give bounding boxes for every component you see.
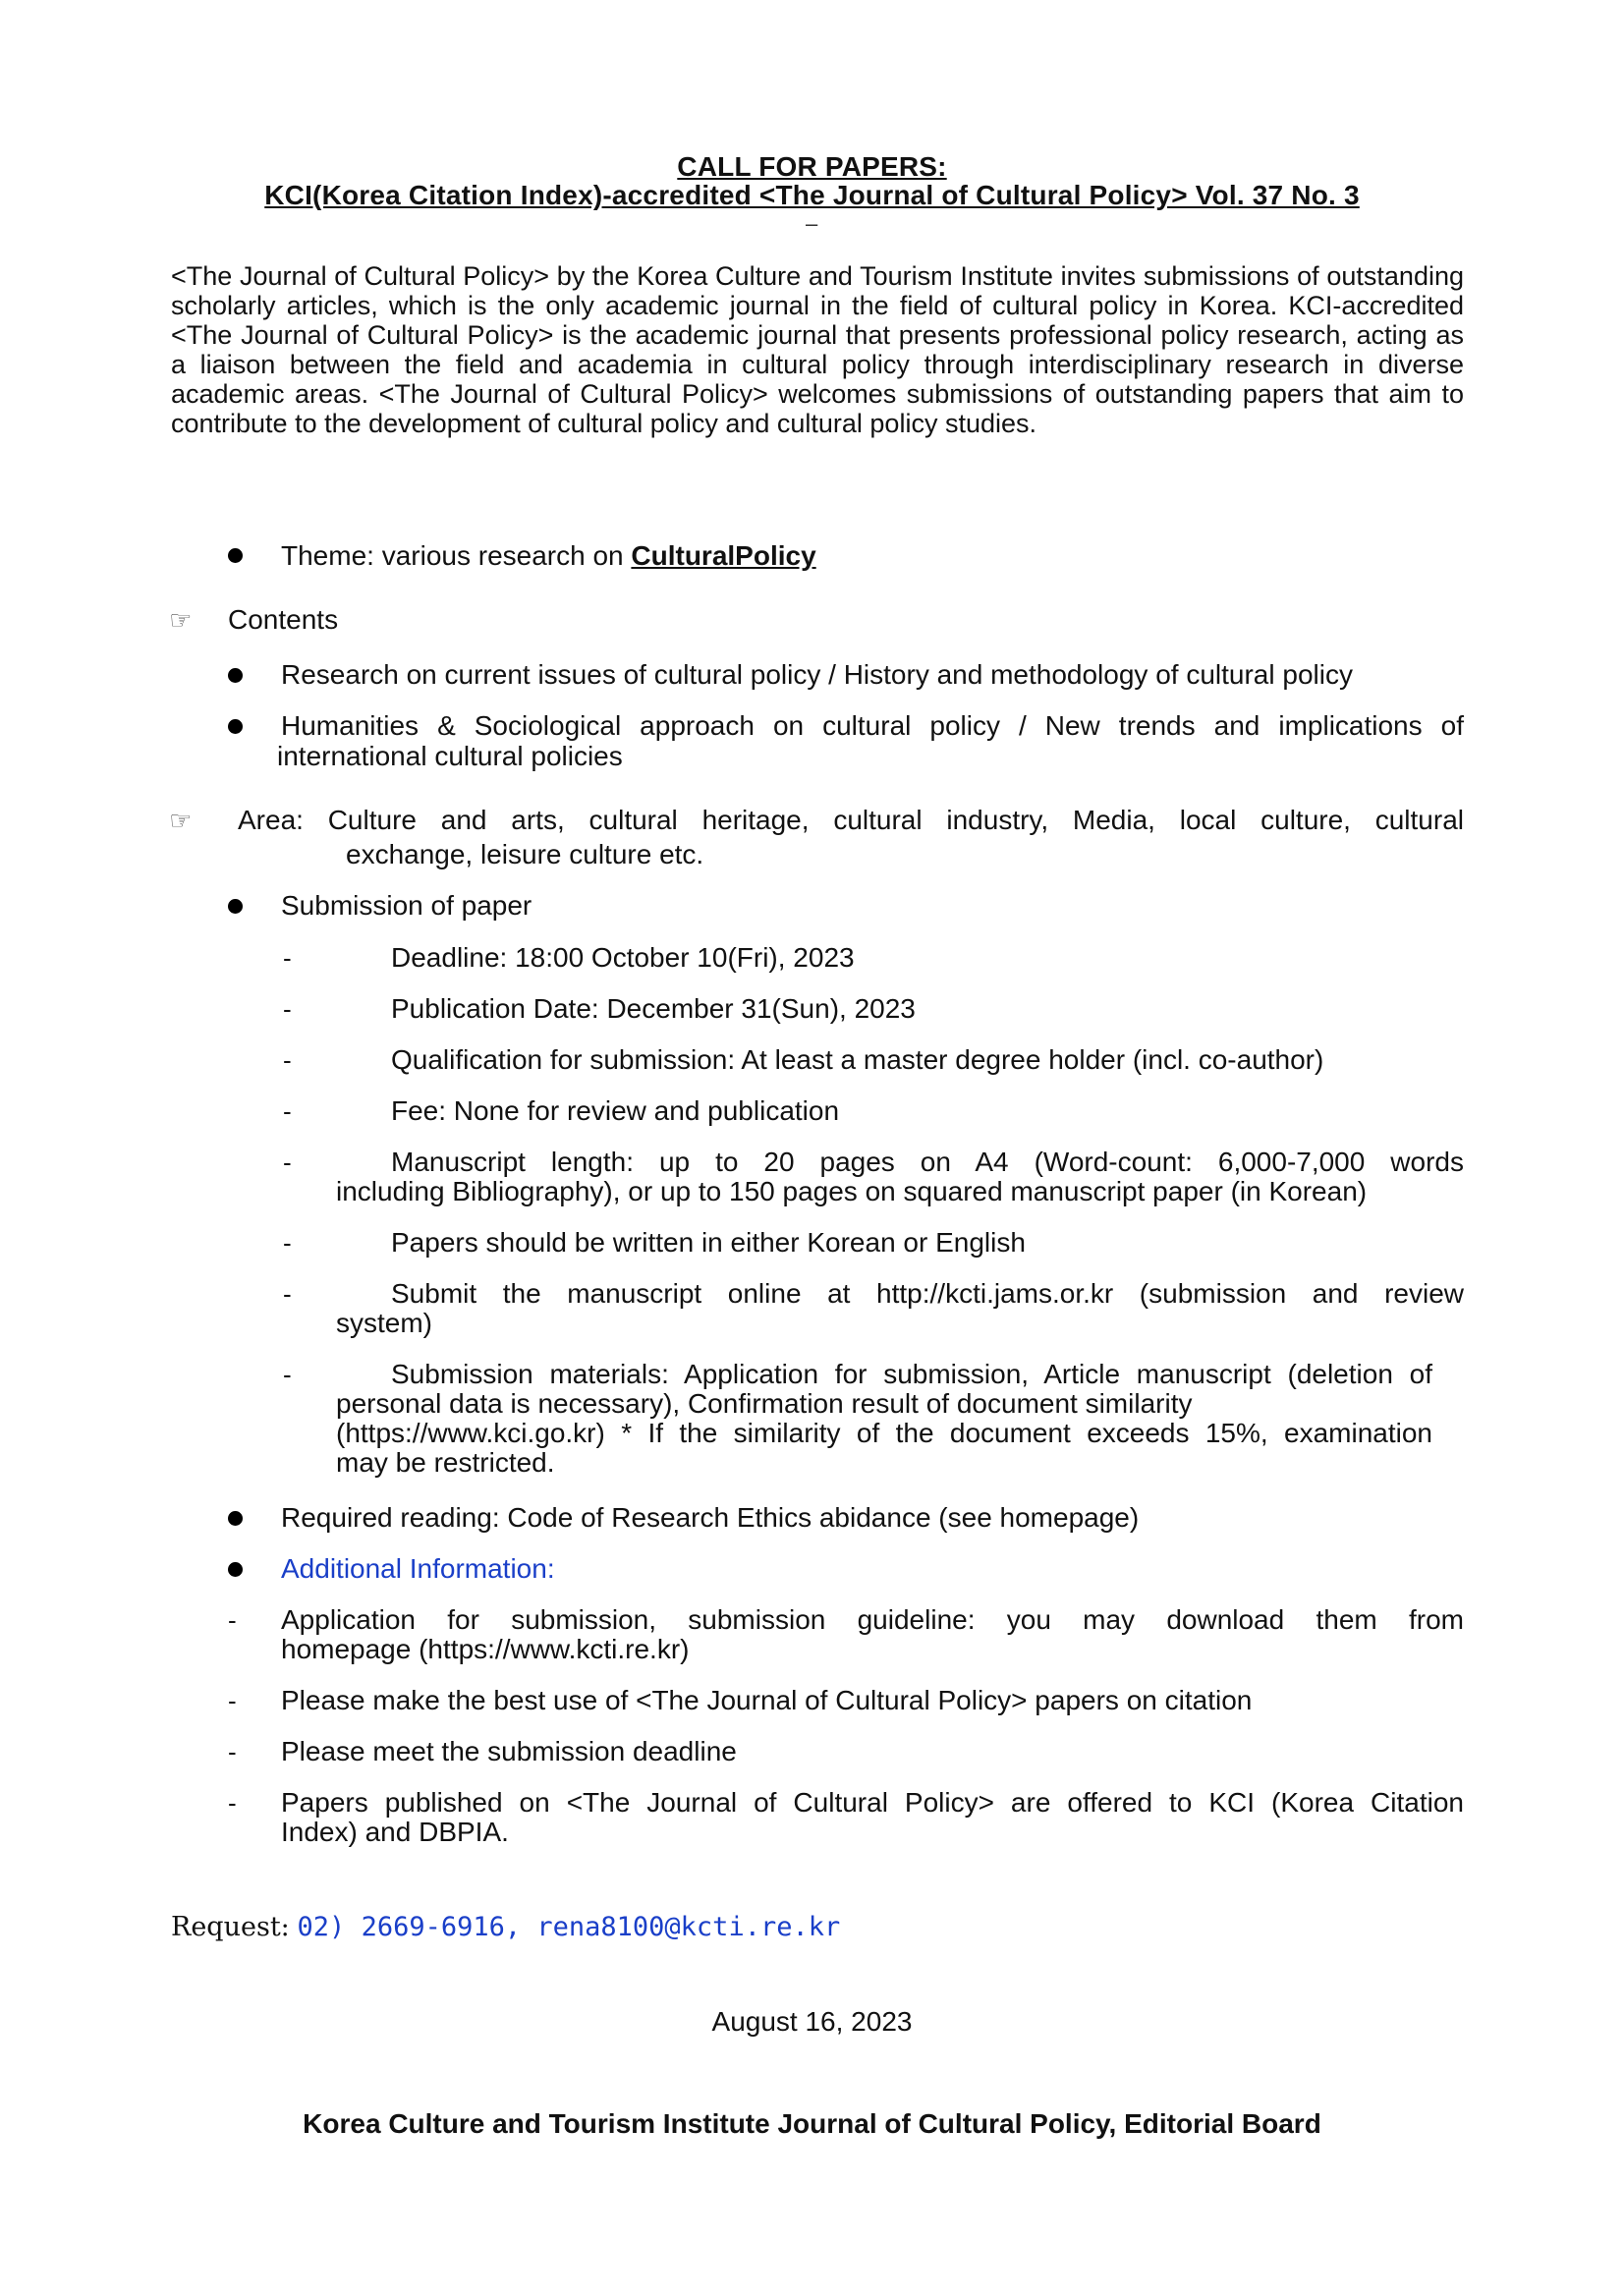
page-title: CALL FOR PAPERS: xyxy=(677,151,947,182)
request-contact: 02) 2669-6916, rena8100@kcti.re.kr xyxy=(297,1912,841,1942)
contents-item-1: Research on current issues of cultural policy / History and methodology of cultural policy xyxy=(281,659,1353,690)
dash-marker: - xyxy=(283,1228,292,1258)
dash-marker: - xyxy=(283,994,292,1024)
theme-emphasis: CulturalPolicy xyxy=(631,540,816,571)
additional-citation: Please make the best use of <The Journal of Cultural Policy> papers on citation xyxy=(281,1685,1253,1715)
submission-qualification: Qualification for submission: At least a master degree holder (incl. co-author) xyxy=(391,1044,1324,1075)
bullet-icon xyxy=(228,668,243,683)
dash-marker: - xyxy=(283,1045,292,1075)
theme-line xyxy=(281,541,816,571)
intro-paragraph: <The Journal of Cultural Policy> by the Korea Culture and Tourism Institute invites submissions of outstanding scholarly articles, which is the only academic journal in the field of cultural policy in Korea. KCI-accredited <The Journal of Cultural Policy> is the academic journal that presents professional policy research, acting as a liaison between the field and academia in cultural policy through interdisciplinary research in diverse academic areas. <The Journal of Cultural Policy> welcomes submissions of outstanding papers that aim to contribute to the development of cultural policy and cultural policy studies. xyxy=(171,261,1464,438)
submission-online-line-2: system) xyxy=(336,1308,432,1338)
submission-language: Papers should be written in either Korean or English xyxy=(391,1227,1026,1258)
dash-marker: - xyxy=(228,1686,237,1715)
submission-online-line-1: Submit the manuscript online at http://kcti.jams.or.kr (submission and review xyxy=(391,1278,1464,1309)
contents-heading: Contents xyxy=(228,604,339,635)
dash-marker: - xyxy=(228,1605,237,1635)
dash-marker: - xyxy=(283,1279,292,1309)
submission-heading: Submission of paper xyxy=(281,890,532,921)
request-label: Request: xyxy=(171,1912,290,1942)
dash-marker: - xyxy=(283,943,292,973)
dash-marker: - xyxy=(228,1788,237,1818)
dash-marker: - xyxy=(283,1360,292,1389)
additional-application-line-2: homepage (https://www.kcti.re.kr) xyxy=(281,1634,690,1664)
submission-publication-date: Publication Date: December 31(Sun), 2023 xyxy=(391,993,916,1024)
submission-fee: Fee: None for review and publication xyxy=(391,1095,840,1126)
dash-marker: - xyxy=(283,1096,292,1126)
submission-deadline: Deadline: 18:00 October 10(Fri), 2023 xyxy=(391,942,855,973)
submission-materials-line-1: Submission materials: Application for submission, Article manuscript (deletion of xyxy=(391,1359,1432,1389)
bullet-icon xyxy=(228,899,243,914)
theme-prefix: Theme: various research on xyxy=(281,540,632,571)
submission-materials-line-3: (https://www.kci.go.kr) * If the similarity of the document exceeds 15%, examination xyxy=(336,1418,1432,1448)
additional-deadline: Please meet the submission deadline xyxy=(281,1736,737,1766)
bullet-icon xyxy=(228,1562,243,1577)
dash-marker: - xyxy=(283,1148,292,1177)
submission-materials-line-4: may be restricted. xyxy=(336,1447,555,1478)
area-line-2: exchange, leisure culture etc. xyxy=(346,839,704,869)
pointing-hand-icon: ☞ xyxy=(169,806,193,835)
required-reading: Required reading: Code of Research Ethics abidance (see homepage) xyxy=(281,1502,1140,1533)
editorial-board-signature: Korea Culture and Tourism Institute Journal of Cultural Policy, Editorial Board xyxy=(303,2108,1321,2139)
dash-marker: - xyxy=(228,1737,237,1766)
contents-item-2: Humanities & Sociological approach on cultural policy / New trends and implications of xyxy=(281,710,1464,741)
additional-info-heading: Additional Information: xyxy=(281,1553,555,1584)
page-subtitle: KCI(Korea Citation Index)-accredited <The Journal of Cultural Policy> Vol. 37 No. 3 xyxy=(264,180,1360,210)
pointing-hand-icon: ☞ xyxy=(169,605,193,635)
document-date: August 16, 2023 xyxy=(711,2006,913,2037)
additional-offered-line-1: Papers published on <The Journal of Cultural Policy> are offered to KCI (Korea Citation xyxy=(281,1787,1464,1818)
bullet-icon xyxy=(228,548,243,563)
additional-offered-line-2: Index) and DBPIA. xyxy=(281,1817,509,1847)
bullet-icon xyxy=(228,1511,243,1526)
request-line xyxy=(171,1912,840,1942)
submission-materials-line-2: personal data is necessary), Confirmation result of document similarity xyxy=(336,1388,1193,1419)
area-line-1: Area: Culture and arts, cultural heritage, cultural industry, Media, local culture, cultural xyxy=(238,805,1464,835)
bullet-icon xyxy=(228,719,243,734)
title-separator: – xyxy=(806,211,818,236)
contents-item-2-continued: international cultural policies xyxy=(277,741,623,771)
additional-application-line-1: Application for submission, submission guideline: you may download them from xyxy=(281,1604,1464,1635)
submission-length-line-1: Manuscript length: up to 20 pages on A4 (Word-count: 6,000-7,000 words xyxy=(391,1147,1464,1177)
submission-length-line-2: including Bibliography), or up to 150 pages on squared manuscript paper (in Korean) xyxy=(336,1176,1368,1206)
